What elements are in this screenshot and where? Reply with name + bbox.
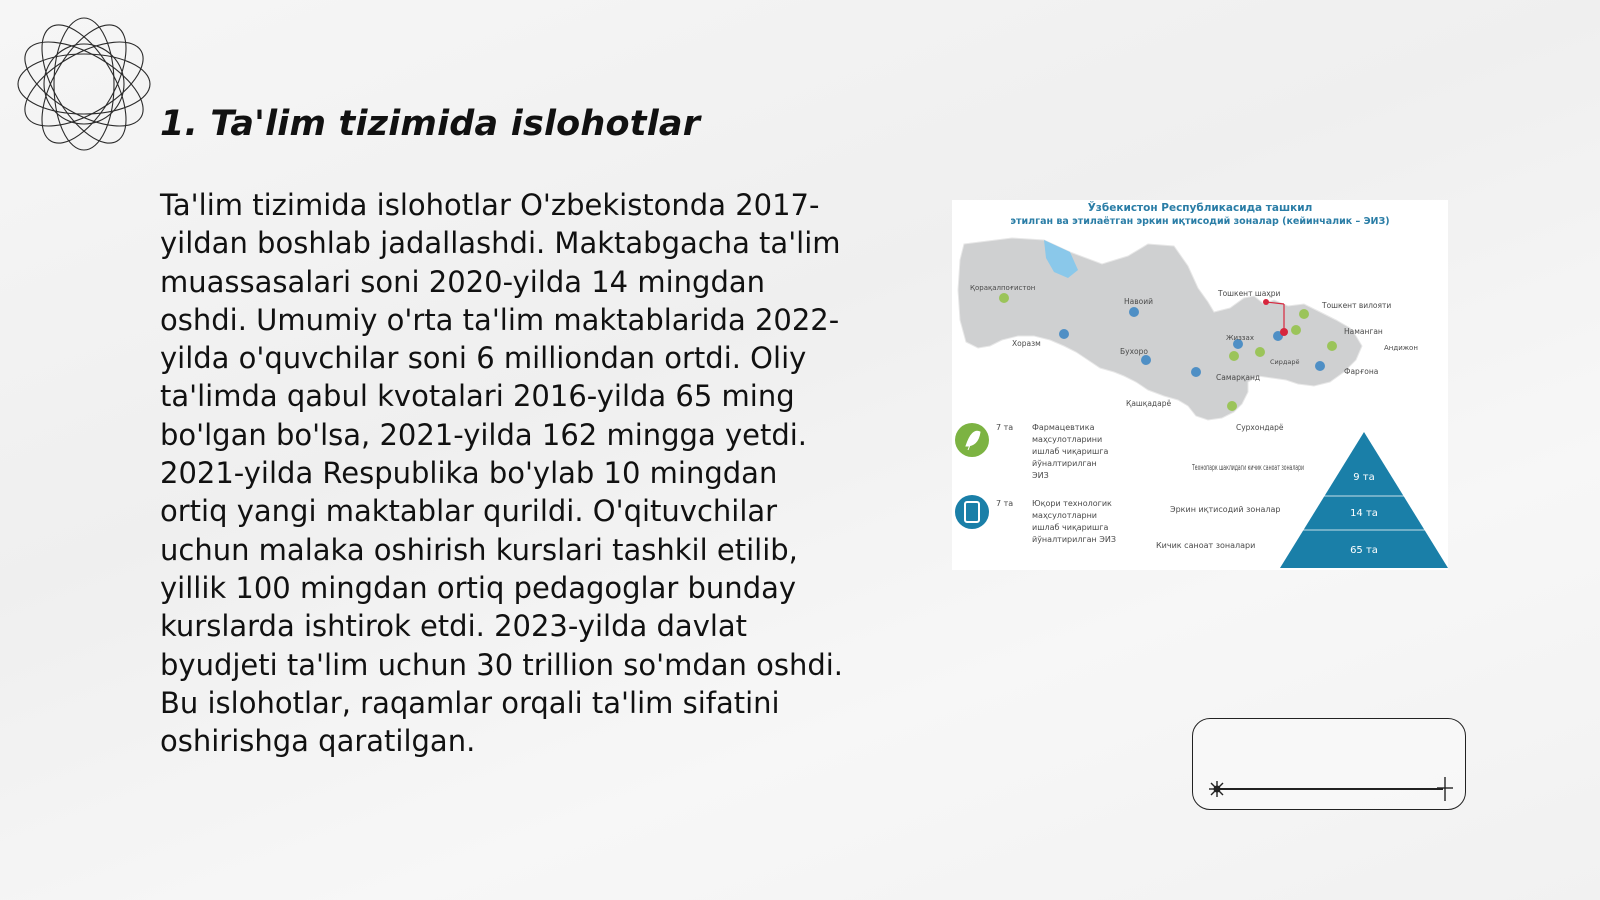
marker-tashkent-city-pin xyxy=(1263,299,1269,305)
marker-khorazm xyxy=(1059,329,1069,339)
region-label-kashkadarya: Қашқадарё xyxy=(1126,399,1172,408)
legend-text-pharma: Фармацевтика маҳсулотларини ишлаб чиқаришга йўналтирилган ЭИЗ xyxy=(1032,423,1109,480)
timeline-decoration xyxy=(1192,718,1466,810)
timeline-line xyxy=(1217,788,1443,790)
region-label-khorazm: Хоразм xyxy=(1012,339,1041,348)
uzbekistan-map xyxy=(958,238,1362,420)
marker-karakalpakstan xyxy=(999,293,1009,303)
pyramid-value-small-zones: 65 та xyxy=(1350,545,1378,556)
marker-tashkent-city xyxy=(1280,328,1288,336)
region-label-tashkent-city: Тошкент шаҳри xyxy=(1218,289,1281,298)
slide-body-text: Ta'lim tizimida islohotlar O'zbekistonda 2017-yildan boshlab jadallashdi. Maktabgacha ta'lim muassasalari soni 2020-yilda 14 mingdan oshdi. Umumiy o'rta ta'lim maktablarida 2022-yilda o'quvchilar soni 6 milliondan ortdi. Oliy ta'limda qabul kvotalari 2016-yilda 65 ming bo'lgan bo'lsa, 2021-yilda 162 mingga yetdi. 2021-yilda Respublika bo'ylab 10 mingdan ortiq yangi maktablar qurildi. O'qituvchilar uchun malaka oshirish kurslari tashkil etilib, yillik 100 mingdan ortiq pedagoglar bunday kurslarda ishtirok etdi. 2023-yilda davlat byudjeti ta'lim uchun 30 trillion so'mdan oshdi. Bu islohotlar, raqamlar orqali ta'lim sifatini oshirishga qaratilgan. xyxy=(160,188,844,759)
figure-title-line1: Ўзбекистон Республикасида ташкил xyxy=(1087,202,1313,214)
region-label-fergana: Фарғона xyxy=(1344,367,1379,376)
region-label-namangan: Наманган xyxy=(1344,327,1383,336)
marker-syrdarya-green xyxy=(1229,351,1239,361)
pyramid-label-small-zones: Кичик саноат зоналари xyxy=(1156,541,1256,550)
region-label-navoiy: Навоий xyxy=(1124,297,1153,306)
figure-title-line2: этилган ва этилаётган эркин иқтисодий зоналар (кейинчалик – ЭИЗ) xyxy=(1010,216,1390,227)
region-label-andijan: Андижон xyxy=(1384,344,1418,352)
tablet-icon xyxy=(955,495,989,529)
marker-samarkand xyxy=(1191,367,1201,377)
legend-text-hightech: Юқори технологик маҳсулотларни ишлаб чиқаришга йўналтирилган ЭИЗ xyxy=(1032,499,1117,544)
region-label-karakalpakstan: Қорақалпоғистон xyxy=(970,284,1036,292)
region-label-bukhara: Бухоро xyxy=(1120,347,1148,356)
marker-fergana xyxy=(1315,361,1325,371)
pyramid-label-technopark: Технопарк шаклидаги кичик саноат зоналари xyxy=(1191,463,1304,472)
region-label-jizzakh: Жиззах xyxy=(1226,334,1254,342)
pyramid-value-technopark: 9 та xyxy=(1353,472,1375,483)
pyramid-label-free-zones: Эркин иқтисодий зоналар xyxy=(1170,505,1281,514)
region-label-tashkent-region: Тошкент вилояти xyxy=(1322,301,1392,310)
legend-count-hightech: 7 та xyxy=(996,499,1014,508)
region-label-surkhandarya: Сурхондарё xyxy=(1236,423,1284,432)
economic-zones-infographic xyxy=(952,200,1448,570)
pyramid-value-free-zones: 14 та xyxy=(1350,508,1378,519)
slide-title: 1. Ta'lim tizimida islohotlar xyxy=(160,104,701,144)
legend-count-pharma: 7 та xyxy=(996,423,1014,432)
marker-namangan xyxy=(1327,341,1337,351)
marker-tashkent-region-1 xyxy=(1255,347,1265,357)
region-label-syrdarya: Сирдарё xyxy=(1270,358,1300,366)
marker-tashkent-region-3 xyxy=(1291,325,1301,335)
plus-cross-icon xyxy=(1435,777,1455,801)
marker-surkhandarya xyxy=(1227,401,1237,411)
region-label-samarkand: Самарқанд xyxy=(1216,373,1261,382)
marker-tashkent-region-4 xyxy=(1299,309,1309,319)
ornament-rings-icon xyxy=(10,10,158,158)
marker-navoiy xyxy=(1129,307,1139,317)
marker-bukhara xyxy=(1141,355,1151,365)
